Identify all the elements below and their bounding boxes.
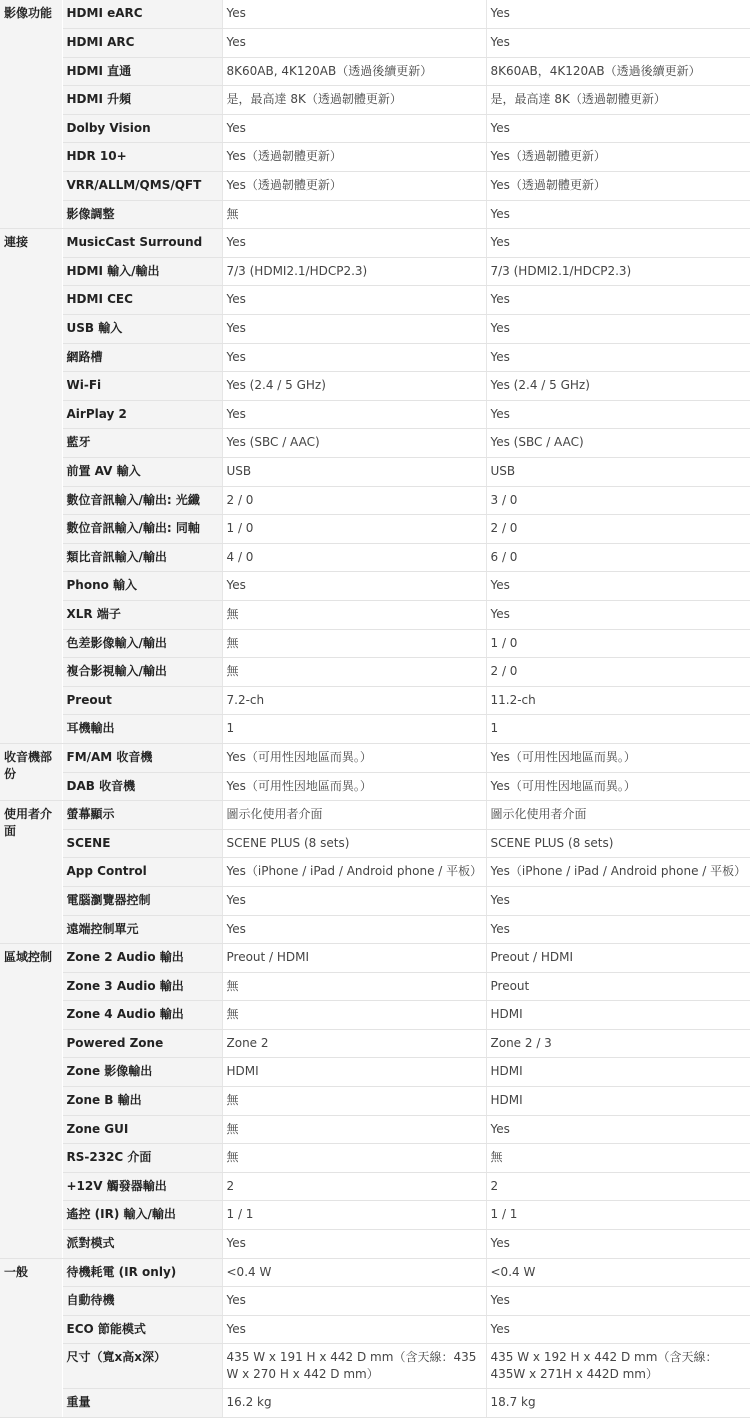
feature-cell: 數位音訊輸入/輸出: 光纖 — [62, 486, 222, 515]
table-row — [0, 572, 750, 601]
value-cell-model-1: Yes — [222, 229, 486, 258]
feature-cell: Zone GUI — [62, 1115, 222, 1144]
value-cell-model-2: 1 / 0 — [486, 629, 750, 658]
feature-cell: +12V 觸發器輸出 — [62, 1172, 222, 1201]
value-cell-model-1: Zone 2 — [222, 1029, 486, 1058]
table-row — [0, 1115, 750, 1144]
value-cell-model-2: 6 / 0 — [486, 543, 750, 572]
value-cell-model-1: 無 — [222, 600, 486, 629]
value-cell-model-1: Yes — [222, 886, 486, 915]
value-cell-model-1: Yes — [222, 572, 486, 601]
value-cell-model-1: 1 — [222, 715, 486, 744]
table-row — [0, 486, 750, 515]
value-cell-model-1: Yes (2.4 / 5 GHz) — [222, 372, 486, 401]
value-cell-model-1: 1 / 1 — [222, 1201, 486, 1230]
table-row — [0, 915, 750, 944]
feature-cell: 前置 AV 輸入 — [62, 458, 222, 487]
table-row — [0, 715, 750, 744]
value-cell-model-2: 無 — [486, 1144, 750, 1173]
table-row — [0, 686, 750, 715]
table-row — [0, 801, 750, 830]
feature-cell: 派對模式 — [62, 1230, 222, 1259]
table-row — [0, 1389, 750, 1418]
feature-cell: 類比音訊輸入/輸出 — [62, 543, 222, 572]
value-cell-model-1: Yes — [222, 315, 486, 344]
table-row — [0, 114, 750, 143]
value-cell-model-2: Yes — [486, 229, 750, 258]
category-cell: 影像功能 — [0, 0, 62, 229]
value-cell-model-1: 是，最高達 8K（透過韌體更新） — [222, 86, 486, 115]
feature-cell: App Control — [62, 858, 222, 887]
value-cell-model-2: Yes — [486, 29, 750, 58]
value-cell-model-1: Yes — [222, 286, 486, 315]
feature-cell: Wi-Fi — [62, 372, 222, 401]
value-cell-model-2: Preout — [486, 972, 750, 1001]
feature-cell: HDMI 輸入/輸出 — [62, 257, 222, 286]
table-row — [0, 515, 750, 544]
value-cell-model-2: 1 / 1 — [486, 1201, 750, 1230]
feature-cell: 色差影像輸入/輸出 — [62, 629, 222, 658]
value-cell-model-2: 2 — [486, 1172, 750, 1201]
value-cell-model-2: HDMI — [486, 1087, 750, 1116]
feature-cell: 待機耗電 (IR only) — [62, 1258, 222, 1287]
table-row — [0, 600, 750, 629]
table-row — [0, 1087, 750, 1116]
value-cell-model-1: Yes — [222, 1287, 486, 1316]
value-cell-model-2: Yes — [486, 886, 750, 915]
value-cell-model-2: Zone 2 / 3 — [486, 1029, 750, 1058]
value-cell-model-1: Yes — [222, 1315, 486, 1344]
value-cell-model-2: Yes (2.4 / 5 GHz) — [486, 372, 750, 401]
value-cell-model-1: Yes — [222, 1230, 486, 1259]
feature-cell: DAB 收音機 — [62, 772, 222, 801]
value-cell-model-1: Yes — [222, 114, 486, 143]
table-row — [0, 29, 750, 58]
value-cell-model-2: 1 — [486, 715, 750, 744]
value-cell-model-2: 是，最高達 8K（透過韌體更新） — [486, 86, 750, 115]
feature-cell: 重量 — [62, 1389, 222, 1418]
value-cell-model-1: 無 — [222, 1115, 486, 1144]
table-row — [0, 0, 750, 29]
category-cell: 使用者介面 — [0, 801, 62, 944]
value-cell-model-1: 無 — [222, 1087, 486, 1116]
value-cell-model-1: 2 / 0 — [222, 486, 486, 515]
value-cell-model-2: Yes — [486, 915, 750, 944]
feature-cell: Preout — [62, 686, 222, 715]
table-row — [0, 543, 750, 572]
feature-cell: 自動待機 — [62, 1287, 222, 1316]
feature-cell: 遠端控制單元 — [62, 915, 222, 944]
table-row — [0, 143, 750, 172]
value-cell-model-2: Yes — [486, 1230, 750, 1259]
value-cell-model-2: 435 W x 192 H x 442 D mm（含天線：435W x 271H x 442D mm） — [486, 1344, 750, 1389]
category-cell: 連接 — [0, 229, 62, 744]
table-row — [0, 458, 750, 487]
feature-cell: AirPlay 2 — [62, 400, 222, 429]
value-cell-model-2: Yes (SBC / AAC) — [486, 429, 750, 458]
feature-cell: RS-232C 介面 — [62, 1144, 222, 1173]
value-cell-model-1: Yes（透過韌體更新） — [222, 143, 486, 172]
feature-cell: 網路槽 — [62, 343, 222, 372]
value-cell-model-1: Preout / HDMI — [222, 944, 486, 973]
value-cell-model-2: USB — [486, 458, 750, 487]
value-cell-model-1: 4 / 0 — [222, 543, 486, 572]
table-row — [0, 1201, 750, 1230]
table-row — [0, 886, 750, 915]
table-row — [0, 1144, 750, 1173]
value-cell-model-2: Yes（可用性因地區而異。） — [486, 772, 750, 801]
value-cell-model-1: 無 — [222, 658, 486, 687]
feature-cell: HDMI ARC — [62, 29, 222, 58]
value-cell-model-2: Yes — [486, 400, 750, 429]
table-row — [0, 286, 750, 315]
feature-cell: VRR/ALLM/QMS/QFT — [62, 172, 222, 201]
table-row — [0, 400, 750, 429]
feature-cell: 影像調整 — [62, 200, 222, 229]
table-row — [0, 743, 750, 772]
table-row — [0, 858, 750, 887]
value-cell-model-1: 圖示化使用者介面 — [222, 801, 486, 830]
feature-cell: 螢幕顯示 — [62, 801, 222, 830]
category-cell: 收音機部份 — [0, 743, 62, 800]
value-cell-model-2: 8K60AB，4K120AB（透過後續更新） — [486, 57, 750, 86]
table-row — [0, 343, 750, 372]
table-row — [0, 429, 750, 458]
feature-cell: Dolby Vision — [62, 114, 222, 143]
value-cell-model-2: Yes — [486, 1115, 750, 1144]
feature-cell: Zone B 輸出 — [62, 1087, 222, 1116]
category-cell: 一般 — [0, 1258, 62, 1417]
table-row — [0, 1172, 750, 1201]
value-cell-model-1: 16.2 kg — [222, 1389, 486, 1418]
value-cell-model-1: Yes — [222, 343, 486, 372]
table-row — [0, 1001, 750, 1030]
value-cell-model-2: Yes — [486, 0, 750, 29]
feature-cell: Zone 影像輸出 — [62, 1058, 222, 1087]
value-cell-model-2: Yes — [486, 114, 750, 143]
feature-cell: 複合影視輸入/輸出 — [62, 658, 222, 687]
table-row — [0, 944, 750, 973]
feature-cell: HDMI eARC — [62, 0, 222, 29]
value-cell-model-2: Preout / HDMI — [486, 944, 750, 973]
feature-cell: HDR 10+ — [62, 143, 222, 172]
value-cell-model-1: HDMI — [222, 1058, 486, 1087]
feature-cell: 尺寸（寬x高x深） — [62, 1344, 222, 1389]
table-row — [0, 1315, 750, 1344]
value-cell-model-1: Yes（透過韌體更新） — [222, 172, 486, 201]
table-row — [0, 1258, 750, 1287]
value-cell-model-1: 435 W x 191 H x 442 D mm（含天線：435 W x 270 H x 442 D mm） — [222, 1344, 486, 1389]
value-cell-model-1: Yes（iPhone / iPad / Android phone / 平板） — [222, 858, 486, 887]
table-row — [0, 629, 750, 658]
table-row — [0, 658, 750, 687]
feature-cell: HDMI 直通 — [62, 57, 222, 86]
value-cell-model-1: 無 — [222, 1001, 486, 1030]
feature-cell: Phono 輸入 — [62, 572, 222, 601]
value-cell-model-2: Yes — [486, 1315, 750, 1344]
table-row — [0, 829, 750, 858]
feature-cell: SCENE — [62, 829, 222, 858]
value-cell-model-2: HDMI — [486, 1001, 750, 1030]
value-cell-model-1: Yes — [222, 400, 486, 429]
value-cell-model-2: Yes（可用性因地區而異。） — [486, 743, 750, 772]
table-row — [0, 315, 750, 344]
value-cell-model-2: HDMI — [486, 1058, 750, 1087]
feature-cell: Zone 2 Audio 輸出 — [62, 944, 222, 973]
value-cell-model-1: USB — [222, 458, 486, 487]
value-cell-model-2: Yes — [486, 200, 750, 229]
value-cell-model-2: Yes — [486, 343, 750, 372]
value-cell-model-1: 無 — [222, 972, 486, 1001]
table-row — [0, 1058, 750, 1087]
feature-cell: Powered Zone — [62, 1029, 222, 1058]
table-row — [0, 172, 750, 201]
feature-cell: HDMI 升頻 — [62, 86, 222, 115]
value-cell-model-1: Yes（可用性因地區而異。） — [222, 772, 486, 801]
value-cell-model-2: Yes — [486, 572, 750, 601]
table-row — [0, 372, 750, 401]
value-cell-model-1: 無 — [222, 200, 486, 229]
feature-cell: HDMI CEC — [62, 286, 222, 315]
feature-cell: 電腦瀏覽器控制 — [62, 886, 222, 915]
value-cell-model-1: 無 — [222, 629, 486, 658]
value-cell-model-2: <0.4 W — [486, 1258, 750, 1287]
value-cell-model-1: Yes — [222, 915, 486, 944]
value-cell-model-1: Yes — [222, 0, 486, 29]
value-cell-model-1: <0.4 W — [222, 1258, 486, 1287]
feature-cell: 數位音訊輸入/輸出: 同軸 — [62, 515, 222, 544]
value-cell-model-2: 3 / 0 — [486, 486, 750, 515]
feature-cell: 遙控 (IR) 輸入/輸出 — [62, 1201, 222, 1230]
value-cell-model-2: 11.2-ch — [486, 686, 750, 715]
feature-cell: USB 輸入 — [62, 315, 222, 344]
value-cell-model-1: 7/3 (HDMI2.1/HDCP2.3) — [222, 257, 486, 286]
value-cell-model-2: Yes — [486, 1287, 750, 1316]
value-cell-model-2: Yes（iPhone / iPad / Android phone / 平板） — [486, 858, 750, 887]
table-row — [0, 772, 750, 801]
feature-cell: FM/AM 收音機 — [62, 743, 222, 772]
table-row — [0, 1344, 750, 1389]
value-cell-model-2: Yes — [486, 600, 750, 629]
value-cell-model-1: SCENE PLUS (8 sets) — [222, 829, 486, 858]
feature-cell: Zone 4 Audio 輸出 — [62, 1001, 222, 1030]
value-cell-model-2: 2 / 0 — [486, 515, 750, 544]
feature-cell: 耳機輸出 — [62, 715, 222, 744]
table-row — [0, 1230, 750, 1259]
value-cell-model-2: 7/3 (HDMI2.1/HDCP2.3) — [486, 257, 750, 286]
value-cell-model-1: 無 — [222, 1144, 486, 1173]
value-cell-model-2: 18.7 kg — [486, 1389, 750, 1418]
feature-cell: Zone 3 Audio 輸出 — [62, 972, 222, 1001]
value-cell-model-2: 2 / 0 — [486, 658, 750, 687]
table-row — [0, 257, 750, 286]
feature-cell: ECO 節能模式 — [62, 1315, 222, 1344]
value-cell-model-1: 8K60AB, 4K120AB（透過後續更新） — [222, 57, 486, 86]
value-cell-model-1: Yes (SBC / AAC) — [222, 429, 486, 458]
table-row — [0, 57, 750, 86]
value-cell-model-1: 1 / 0 — [222, 515, 486, 544]
value-cell-model-2: SCENE PLUS (8 sets) — [486, 829, 750, 858]
table-row — [0, 1029, 750, 1058]
feature-cell: MusicCast Surround — [62, 229, 222, 258]
table-row — [0, 972, 750, 1001]
table-row — [0, 86, 750, 115]
value-cell-model-1: Yes — [222, 29, 486, 58]
value-cell-model-2: Yes（透過韌體更新） — [486, 172, 750, 201]
table-row — [0, 1287, 750, 1316]
value-cell-model-2: Yes — [486, 286, 750, 315]
feature-cell: 藍牙 — [62, 429, 222, 458]
value-cell-model-1: 7.2-ch — [222, 686, 486, 715]
value-cell-model-1: Yes（可用性因地區而異。） — [222, 743, 486, 772]
category-cell: 區域控制 — [0, 944, 62, 1259]
feature-cell: XLR 端子 — [62, 600, 222, 629]
table-row — [0, 200, 750, 229]
value-cell-model-2: Yes（透過韌體更新） — [486, 143, 750, 172]
value-cell-model-2: 圖示化使用者介面 — [486, 801, 750, 830]
table-row — [0, 229, 750, 258]
value-cell-model-2: Yes — [486, 315, 750, 344]
value-cell-model-1: 2 — [222, 1172, 486, 1201]
